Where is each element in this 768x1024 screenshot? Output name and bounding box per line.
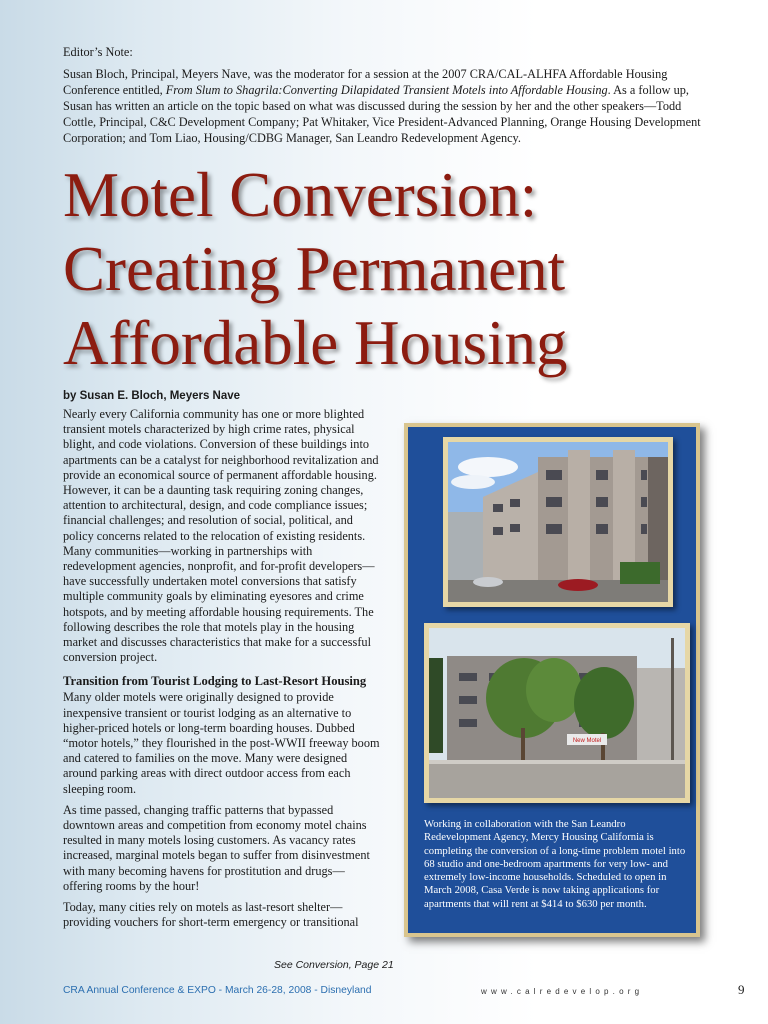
footer-event: CRA Annual Conference & EXPO - March 26-28, 2008 - Disneyland [63,985,372,996]
title-line-2: Creating Permanent [63,234,566,304]
motel-building-image [448,442,668,602]
motel-sign: New Motel [572,738,602,744]
editors-note-text-after: . As a follow up, Susan has written an article on the topic based on what was discussed during the session by her and the other speakers—Todd Cottle, Principal, C&C Development Company; Pat Whitaker, Vice President-Advanced Planning, Orange Housing Development Corporation; and Tom Liao, Housing/CDBG Manager, San Leandro Redevelopment Agency. [63,83,701,145]
photo-sidebar [404,423,700,937]
editors-note [63,44,713,152]
editors-note-text-before: Susan Bloch, Principal, Meyers Nave, was the moderator for a session at the 2007 CRA/CAL-ALHFA Affordable Housing Conference entitled, [63,67,668,97]
paragraph-3: As time passed, changing traffic patterns that bypassed downtown areas and competition from economy motel chains resulted in many motels losing customers. As vacancy rates increased, marginal motels began to suffer from disinvestment with many becoming havens for prostitution and drugs—offering rooms by the hour! [63,802,370,893]
page-number: 9 [738,982,745,997]
byline: by Susan E. Bloch, Meyers Nave [63,390,241,402]
article-title [63,158,763,380]
footer-website: www.calredevelop.org [481,987,644,996]
continued-link: See Conversion, Page 21 [274,959,394,971]
editors-note-text [63,66,713,146]
article-body [63,407,383,937]
photo-caption: Working in collaboration with the San Leandro Redevelopment Agency, Mercy Housing California is completing the conversion of a long-time problem motel into 68 studio and one-bedroom apartments for very low- and extremely low-income households. Scheduled to open in March 2008, Casa Verde is now taking applications for apartments that will rent at $414 to $630 per month. [424,818,686,910]
paragraph-1: Nearly every California community has one or more blighted transient motels characterized by high crime rates, physical blight, and code violations. Conversion of these buildings into apartments can be a catalyst for neighborhood revitalization and provide an economical source of permanent affordable housing. However, it can be a daunting task requiring zoning changes, attention to architectural, design, and code compliance issues; financial challenges; and resolution of social, political, and policy concerns related to the relocation of existing residents. Many communities—working in partnerships with redevelopment agencies, nonprofit, and for-profit developers—have successfully undertaken motel conversions that satisfy multiple community goals by eliminating eyesores and crime hotspots, and by meeting affordable housing requirements. The following describes the role that motels play in the housing market and discusses characteristics that make for a successful conversion project. [63,407,379,665]
session-title: From Slum to Shagrila:Converting Dilapidated Transient Motels into Affordable Housing [165,83,608,97]
paragraph-2: Many older motels were originally designed to provide inexpensive transient or tourist lodging as an alternative to higher-priced hotels or long-term boarding houses. Dubbed “motor hotels,” they flourished in the post-WWII freeway boom and catered to families on the move. Many were designed around parking areas with direct outdoor access from each sleeping room. [63,690,380,796]
title-line-1: Motel Conversion: [63,160,538,230]
title-line-3: Affordable Housing [63,308,568,378]
editors-note-heading: Editor’s Note: [63,45,133,59]
motel-street-image [429,628,685,798]
motel-photo-1 [443,437,673,607]
motel-photo-2 [424,623,690,803]
paragraph-4: Today, many cities rely on motels as last-resort shelter—providing vouchers for short-term emergency or transitional [63,900,359,930]
subheading: Transition from Tourist Lodging to Last-Resort Housing [63,674,367,689]
